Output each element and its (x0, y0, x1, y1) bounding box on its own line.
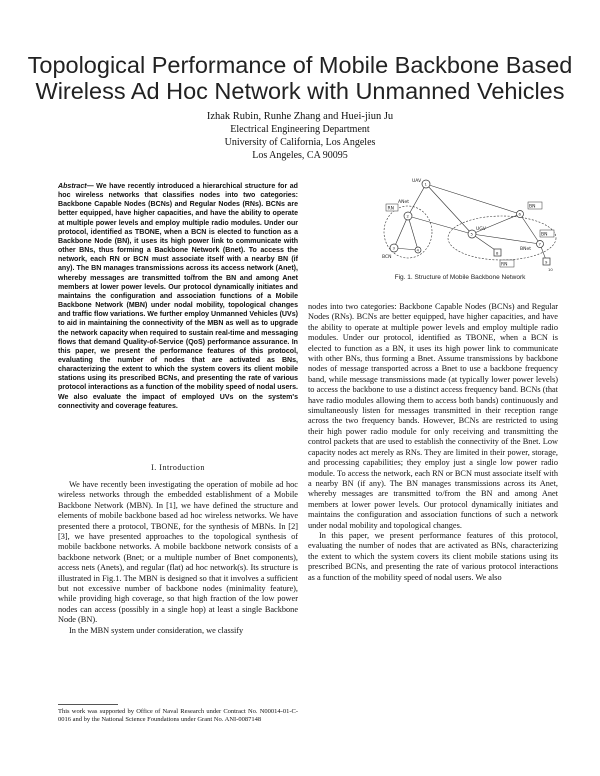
label-bnet: BNet (520, 247, 531, 252)
affiliation-city: Los Angeles, CA 90095 (252, 150, 348, 161)
node-number: 7 (538, 241, 541, 247)
right-column-text (308, 302, 558, 583)
node-number: 1 (424, 181, 427, 187)
authors: Izhak Rubin, Runhe Zhang and Huei-jiun Ju (206, 111, 394, 122)
label-ugv: UGV (476, 227, 486, 232)
body-paragraph: nodes into two categories: Backbone Capable Nodes (BCNs) and Regular Nodes (RNs). BCNs are better equipped, have higher capacities, and have the ability to operate at multiple power levels and employ multiple radio modules. Under our protocol, identified as TBONE, when a BCN is elected to function as a BN, it uses its high power link to communicate with other BNs, thus forming a Bnet. Assume transmissions by backbone nodes of message transported across a Bnet to use a backbone frequency band, while message transmissions made (at typically lower power levels) to access the backbone to use a distinct access frequency band. BCNs (that have radio modules allowing them to access both bands) continuously and simultaneously listen for messages transmitted in their reception range across the two frequency bands. However, BCNs are restricted to using their high power radio module for only receiving and transmitting the control packets that are used to establish the connectivity of the Bnet. Low capacity nodes act merely as RNs. They are limited in their power, storage, and processing capabilities; they employ just a single low power radio module. To access the network, each RN or BCN must associate itself with a nearby BN (if any). The BN manages transmissions across its Anet, whereby messages are transmitted to/from the BN and among Anet members at lower power levels. Our protocol dynamically initiates and maintains the configuration and association functions of such a network under nodal mobility and topological changes. (308, 302, 558, 530)
label-uav: UAV (412, 179, 422, 184)
abstract-label: Abstract (58, 183, 87, 190)
abstract-text: — We have recently introduced a hierarchical structure for ad hoc wireless networks that classifies nodes into two categories: Backbone Capable Nodes (BCNs) and Regular Nodes (RNs). BCNs are better equipped, have higher capacities, and have the ability to operate at multiple power levels and employ multiple radio modules. Under our protocol, identified as TBONE, when a BCN is elected to function as a Backbone Node (BN), it uses its high power link to communicate with other BNs, thus forming a Backbone Network (Bnet). To access the network, each RN or BCN must associate itself with a nearby BN (if any). The BN manages transmissions across its access network (Anet), whereby messages are transmitted to/from the BN and among Anet members at lower power levels. Our protocol dynamically initiates and maintains the configuration and association functions of a Mobile Backbone Network (MBN) under nodal mobility, topological changes and traffic flow variations. We further employ Unmanned Vehicles (UVs) to aid in maintaining the connectivity of the MBN as well as to upgrade the network capacity when required to sustain real-time and messaging flows that demand Quality-of-Service (QoS) performance assurance. In this paper, we present the performance features of this protocol, evaluating the number of nodes that are activated as BNs, characterizing the extent to which the system covers its client mobile stations using its prescribed BCNs, and presenting the rate of various protocol interactions as a function of the mobility speed of nodal users. We also evaluate the impact of employed UVs on the system's connectivity and coverage features. (58, 183, 299, 410)
label-bn: BN (541, 232, 548, 238)
intro-paragraph: We have recently been investigating the operation of mobile ad hoc wireless networks through the embedded establishment of a Mobile Backbone Network (MBN). In [1], we have defined the structure and elements of mobile backbone based ad hoc wireless networks. We have presented there a protocol, TBONE, for the synthesis of MBNs. In [2][3], we have presented approaches to the topological synthesis of mobile backbone networks. A mobile backbone network consists of a backbone network (Bnet; or a multiple number of Bnet components), access nets (Anets), and regular (flat) ad hoc network(s). Its structure is illustrated in Fig.1. The MBN is designed so that it involves a sufficient but not excessive number of backbone nodes (minimality feature), while providing high coverage, so that high fraction of the low power nodes can access (possibly in a single hop) at least a single Backbone Node (BN). (58, 480, 298, 625)
label-rn: RN (387, 206, 394, 212)
author-block (0, 110, 600, 162)
figure-mbn-structure (380, 172, 560, 272)
bnet-boundary (448, 216, 556, 260)
label-rn: RN (501, 262, 508, 268)
affiliation-dept: Electrical Engineering Department (230, 124, 370, 135)
label-bn: BN (529, 204, 536, 210)
paper-title (0, 52, 600, 104)
node-number: 9 (545, 259, 548, 265)
node-number: 8 (496, 250, 499, 256)
node-number: 3 (392, 245, 395, 251)
abstract (58, 182, 298, 411)
label-bcn: BCN (382, 255, 392, 260)
title-line-1: Topological Performance of Mobile Backbone Based (27, 52, 573, 78)
section-heading: I. Introduction (151, 463, 205, 472)
title-line-2: Wireless Ad Hoc Network with Unmanned Vehicles (35, 78, 565, 104)
node-number: 4 (416, 247, 419, 253)
intro-paragraph: In the MBN system under consideration, we classify (69, 625, 244, 635)
node-number: 10 (548, 267, 553, 272)
figure-caption: Fig. 1. Structure of Mobile Backbone Network (394, 274, 526, 281)
footnote: This work was supported by Office of Naval Research under Contract No. N00014-01-C-0016 and by the National Science Foundations under Grant No. ANI-0087148 (58, 708, 298, 723)
label-anet: ANet (398, 200, 409, 205)
node-number: 5 (470, 231, 473, 237)
footnote-rule (58, 704, 118, 705)
node-number: 2 (406, 213, 409, 219)
intro-text (58, 480, 298, 636)
node-number: 6 (518, 211, 521, 217)
affiliation-univ: University of California, Los Angeles (224, 137, 376, 148)
body-paragraph: In this paper, we present performance features of this protocol, evaluating the number of nodes that are activated as BNs, characterizing the extent to which the system covers its client mobile stations using its prescribed BCNs, and presenting the rate of various protocol interactions as a function of the mobility speed of nodal users. We also (308, 530, 558, 582)
